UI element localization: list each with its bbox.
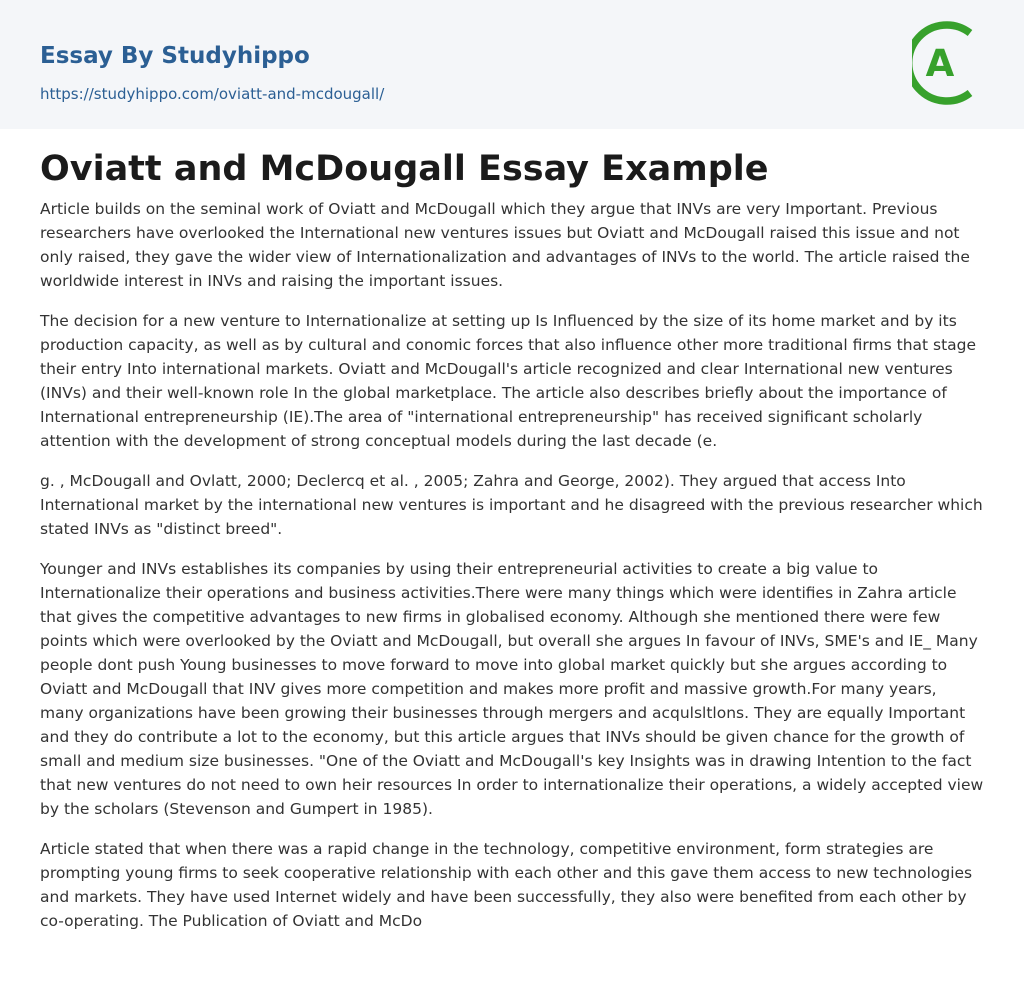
essay-paragraph-3: g. , McDougall and Ovlatt, 2000; Declercq et al. , 2005; Zahra and George, 2002). They argued that access Into International market by the international new ventures is important and he disagreed with the previous researcher which stated INVs as "distinct breed". bbox=[40, 472, 983, 538]
essay-paragraph-4: Younger and INVs establishes its companies by using their entrepreneurial activities to create a big value to Internationalize their operations and business activities.There were many things which were identifies in Zahra article that gives the competitive advantages to new firms in globalised economy. Although she mentioned there were few points which were overlooked by the Oviatt and McDougall, but overall she argues In favour of INVs, SME's and IE_ Many people dont push Young businesses to move forward to move into global market quickly but she argues according to Oviatt and McDougall that INV gives more competition and makes more profit and massive growth.For many years, many organizations have been growing their businesses through mergers and acqulsltlons. They are equally Important and they do contribute a lot to the economy, but this article argues that INVs should be given chance for the growth of small and medium size businesses. "One of the Oviatt and McDougall's key Insights was in drawing Intention to the fact that new ventures do not need to own heir resources In order to internationalize their operations, a widely accepted view by the scholars (Stevenson and Gumpert in 1985). bbox=[40, 560, 984, 818]
logo-letter: A bbox=[925, 42, 955, 85]
essay-paragraph-5: Article stated that when there was a rapid change in the technology, competitive environment, form strategies are prompting young firms to seek cooperative relationship with each other and this gave them access to new technologies and markets. They have used Internet widely and have been successfully, they also were benefited from each other by co-operating. The Publication of Oviatt and McDo bbox=[40, 840, 973, 930]
site-header bbox=[0, 0, 1024, 129]
essay-paragraph-1: Article builds on the seminal work of Oviatt and McDougall which they argue that INVs are very Important. Previous researchers have overlooked the International new ventures issues but Oviatt and McDougall raised this issue and not only raised, they gave the wider view of Internationalization and advantages of INVs to the world. The article raised the worldwide interest in INVs and raising the important issues. bbox=[40, 200, 970, 290]
letter-a-circle-logo-icon[interactable] bbox=[912, 19, 988, 107]
brand-title[interactable]: Essay By Studyhippo bbox=[40, 43, 310, 69]
essay-paragraph-2: The decision for a new venture to Internationalize at setting up Is Influenced by the size of its home market and by its production capacity, as well as by cultural and conomic forces that also influence other more traditional firms that stage their entry Into international markets. Oviatt and McDougall's article recognized and clear International new ventures (INVs) and their well-known role In the global marketplace. The article also describes briefly about the importance of International entrepreneurship (IE).The area of "international entrepreneurship" has received significant scholarly attention with the development of strong conceptual models during the last decade (e. bbox=[40, 312, 977, 450]
source-url-link[interactable]: https://studyhippo.com/oviatt-and-mcdougall/ bbox=[40, 85, 385, 103]
essay-content bbox=[0, 129, 1024, 933]
page-title: Oviatt and McDougall Essay Example bbox=[40, 149, 769, 189]
